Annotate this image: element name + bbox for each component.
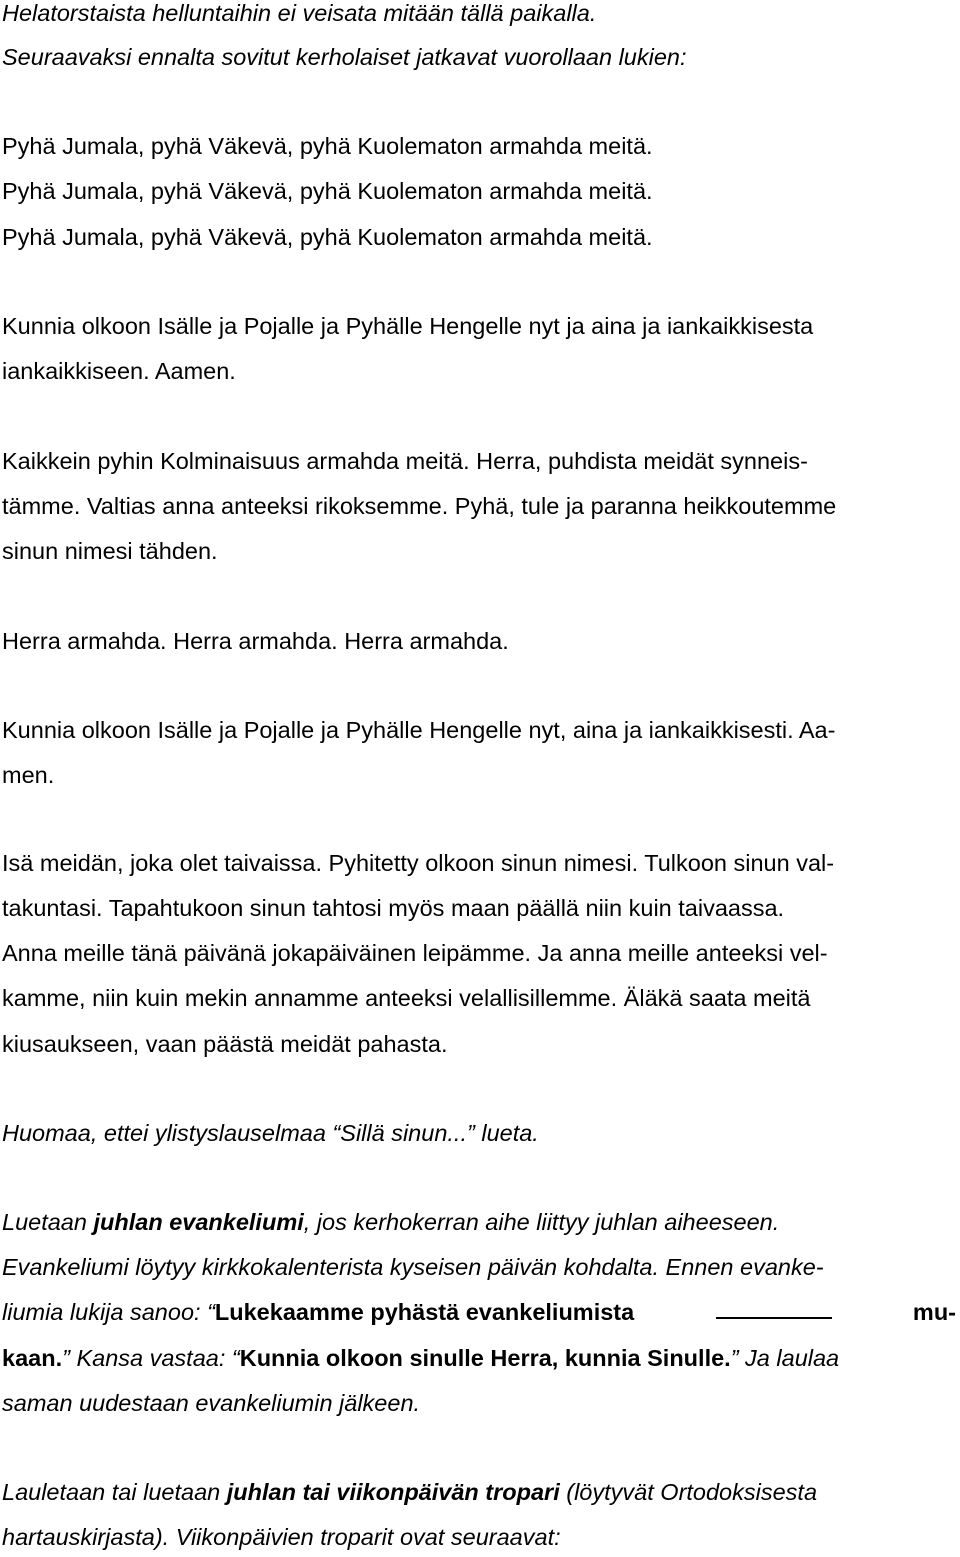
gospel-l4-c: Kunnia olkoon sinulle Herra, kunnia Sinulle.: [239, 1345, 731, 1371]
troparion-l1-c: (löytyvät Ortodoksisesta: [559, 1479, 818, 1505]
lords-prayer-line-3: Anna meille tänä päivänä jokapäiväinen leipämme. Ja anna meille anteeksi vel-: [2, 940, 828, 966]
troparion-l1-a: Lauletaan tai luetaan: [2, 1479, 227, 1505]
gospel-l4-a: kaan.: [2, 1345, 63, 1371]
gospel-l4-d: ” Ja laulaa: [730, 1345, 840, 1371]
gospel-l3-end: mu-: [912, 1299, 956, 1325]
trinity-line-2: tämme. Valtias anna anteeksi rikoksemme. Pyhä, tule ja paranna heikkoutemme: [2, 493, 837, 519]
fill-in-blank: [716, 1297, 832, 1319]
troparion-line-1: [2, 1477, 817, 1507]
troparion-line-2: hartauskirjasta). Viikonpäivien troparit ovat seuraavat:: [2, 1524, 561, 1550]
trisagion-line-2: Pyhä Jumala, pyhä Väkevä, pyhä Kuolematon armahda meitä.: [2, 178, 653, 204]
trinity-line-1: Kaikkein pyhin Kolminaisuus armahda meitä. Herra, puhdista meidät synneis-: [2, 448, 808, 474]
lords-prayer-line-2: takuntasi. Tapahtukoon sinun tahtosi myös maan päällä niin kuin taivaassa.: [2, 895, 785, 921]
gospel-l1-c: , jos kerhokerran aihe liittyy juhlan aiheeseen.: [303, 1209, 780, 1235]
note-quote: “Sillä sinun...”: [332, 1120, 475, 1146]
gospel-line-3: [2, 1297, 956, 1327]
gospel-line-1: [2, 1207, 779, 1237]
troparion-l1-bold: juhlan tai viikonpäivän tropari: [226, 1479, 560, 1505]
gospel-l3-bold: Lukekaamme pyhästä evankeliumista: [214, 1299, 635, 1325]
gospel-l1-bold: juhlan evankeliumi: [93, 1209, 304, 1235]
gospel-line-2: Evankeliumi löytyy kirkkokalenterista kyseisen päivän kohdalta. Ennen evanke-: [2, 1254, 824, 1280]
gospel-l3-a: [2, 1297, 634, 1327]
note-after: lueta.: [474, 1120, 539, 1146]
lords-prayer-line-1: Isä meidän, joka olet taivaissa. Pyhitetty olkoon sinun nimesi. Tulkoon sinun val-: [2, 850, 835, 876]
gospel-l1-a: Luetaan: [2, 1209, 94, 1235]
trinity-line-3: sinun nimesi tähden.: [2, 538, 218, 564]
gospel-line-5: saman uudestaan evankeliumin jälkeen.: [2, 1390, 421, 1416]
glory1-line-2: iankaikkiseen. Aamen.: [2, 358, 236, 384]
trisagion-line-3: Pyhä Jumala, pyhä Väkevä, pyhä Kuolematon armahda meitä.: [2, 224, 653, 250]
note-before: Huomaa, ettei ylistyslauselmaa: [2, 1120, 333, 1146]
kyrie-line: Herra armahda. Herra armahda. Herra armahda.: [2, 628, 509, 654]
glory1-line-1: Kunnia olkoon Isälle ja Pojalle ja Pyhälle Hengelle nyt ja aina ja iankaikkisesta: [2, 313, 814, 339]
gospel-line-4: [2, 1343, 839, 1373]
gospel-l3-lead: liumia lukija sanoo: “: [2, 1299, 215, 1325]
intro-line-1: Helatorstaista helluntaihin ei veisata mitään tällä paikalla.: [2, 0, 597, 26]
intro-line-2: Seuraavaksi ennalta sovitut kerholaiset jatkavat vuorollaan lukien:: [2, 44, 687, 70]
trisagion-line-1: Pyhä Jumala, pyhä Väkevä, pyhä Kuolematon armahda meitä.: [2, 133, 653, 159]
glory2-line-1: Kunnia olkoon Isälle ja Pojalle ja Pyhälle Hengelle nyt, aina ja iankaikkisesti. Aa-: [2, 717, 836, 743]
lords-prayer-line-4: kamme, niin kuin mekin annamme anteeksi velallisillemme. Äläkä saata meitä: [2, 985, 811, 1011]
glory2-line-2: men.: [2, 762, 55, 788]
lords-prayer-line-5: kiusaukseen, vaan päästä meidät pahasta.: [2, 1031, 448, 1057]
gospel-l4-b: ” Kansa vastaa: “: [62, 1345, 240, 1371]
note-line: [2, 1118, 539, 1148]
